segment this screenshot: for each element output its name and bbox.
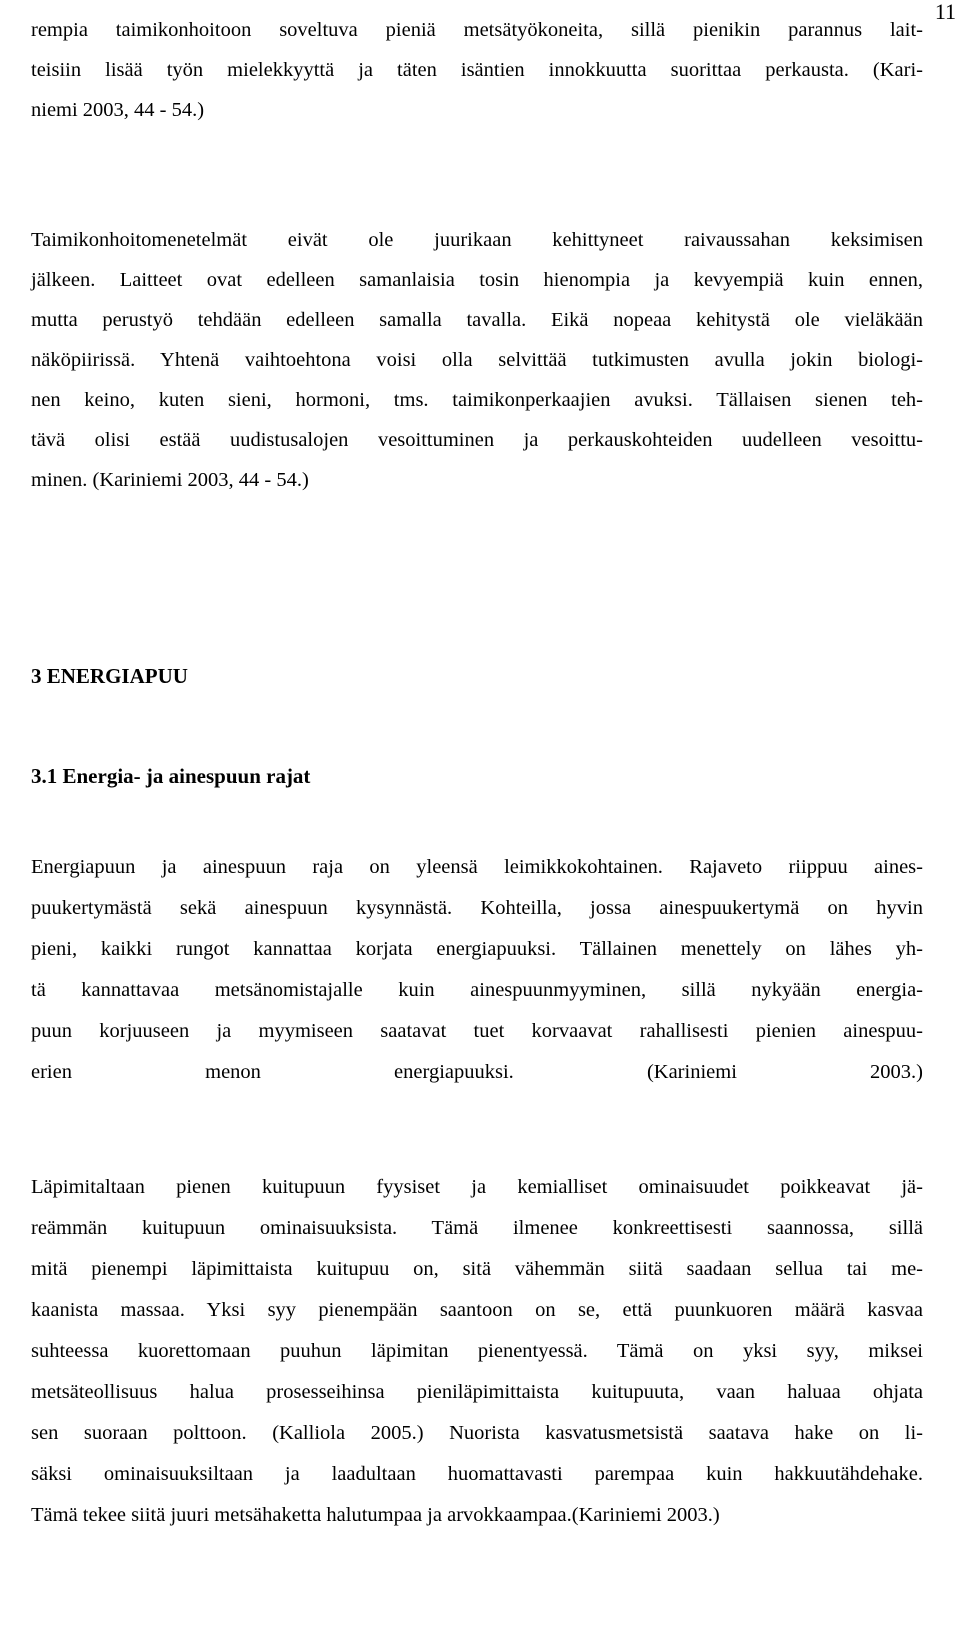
text-line: Taimikonhoitomenetelmät eivät ole juurikaan kehittyneet raivaussahan keksimisen [31,229,923,251]
text-line: erien menon energiapuuksi. (Kariniemi 2003.) [31,1061,923,1083]
text-line: säksi ominaisuuksiltaan ja laadultaan huomattavasti parempaa kuin hakkuutähdehake. [31,1463,923,1485]
text-line: kaanista massaa. Yksi syy pienempään saantoon on se, että puunkuoren määrä kasvaa [31,1299,923,1321]
chapter-heading: 3 ENERGIAPUU [31,664,188,688]
text-line: reämmän kuitupuun ominaisuuksista. Tämä ilmenee konkreettisesti saannossa, sillä [31,1217,923,1239]
text-line: mutta perustyö tehdään edelleen samalla tavalla. Eikä nopeaa kehitystä ole vieläkään [31,309,923,331]
text-line: tävä olisi estää uudistusalojen vesoittuminen ja perkauskohteiden uudelleen vesoittu- [31,429,923,451]
text-line: näköpiirissä. Yhtenä vaihtoehtona voisi olla selvittää tutkimusten avulla jokin biologi- [31,349,923,371]
text-line: puun korjuuseen ja myymiseen saatavat tuet korvaavat rahallisesti pienien ainespuu- [31,1020,923,1042]
text-line: puukertymästä sekä ainespuun kysynnästä. Kohteilla, jossa ainespuukertymä on hyvin [31,897,923,919]
text-line: sen suoraan polttoon. (Kalliola 2005.) Nuorista kasvatusmetsistä saatava hake on li- [31,1422,923,1444]
text-line: teisiin lisää työn mielekkyyttä ja täten isäntien innokkuutta suorittaa perkausta. (Kari- [31,59,923,81]
text-line: Tämä tekee siitä juuri metsähaketta halutumpaa ja arvokkaampaa.(Kariniemi 2003.) [31,1504,720,1526]
text-line: mitä pienempi läpimittaista kuitupuu on, sitä vähemmän siitä saadaan sellua tai me- [31,1258,923,1280]
text-line: Läpimitaltaan pienen kuitupuun fyysiset ja kemialliset ominaisuudet poikkeavat jä- [31,1176,923,1198]
section-heading: 3.1 Energia- ja ainespuun rajat [31,764,311,788]
text-line: suhteessa kuorettomaan puuhun läpimitan pienentyessä. Tämä on yksi syy, miksei [31,1340,923,1362]
page-number: 11 [934,0,956,24]
text-line: metsäteollisuus halua prosesseihinsa pieniläpimittaista kuitupuuta, vaan haluaa ohjata [31,1381,923,1403]
text-line: minen. (Kariniemi 2003, 44 - 54.) [31,469,309,491]
text-line: jälkeen. Laitteet ovat edelleen samanlaisia tosin hienompia ja kevyempiä kuin ennen, [31,269,923,291]
text-line: tä kannattavaa metsänomistajalle kuin ainespuunmyyminen, sillä nykyään energia- [31,979,923,1001]
text-line: nen keino, kuten sieni, hormoni, tms. taimikonperkaajien avuksi. Tällaisen sienen teh- [31,389,923,411]
text-line: rempia taimikonhoitoon soveltuva pieniä metsätyökoneita, sillä pienikin parannus lait- [31,19,923,41]
text-line: Energiapuun ja ainespuun raja on yleensä leimikkokohtainen. Rajaveto riippuu aines- [31,856,923,878]
text-line: niemi 2003, 44 - 54.) [31,99,205,121]
text-line: pieni, kaikki rungot kannattaa korjata energiapuuksi. Tällainen menettely on lähes yh- [31,938,923,960]
